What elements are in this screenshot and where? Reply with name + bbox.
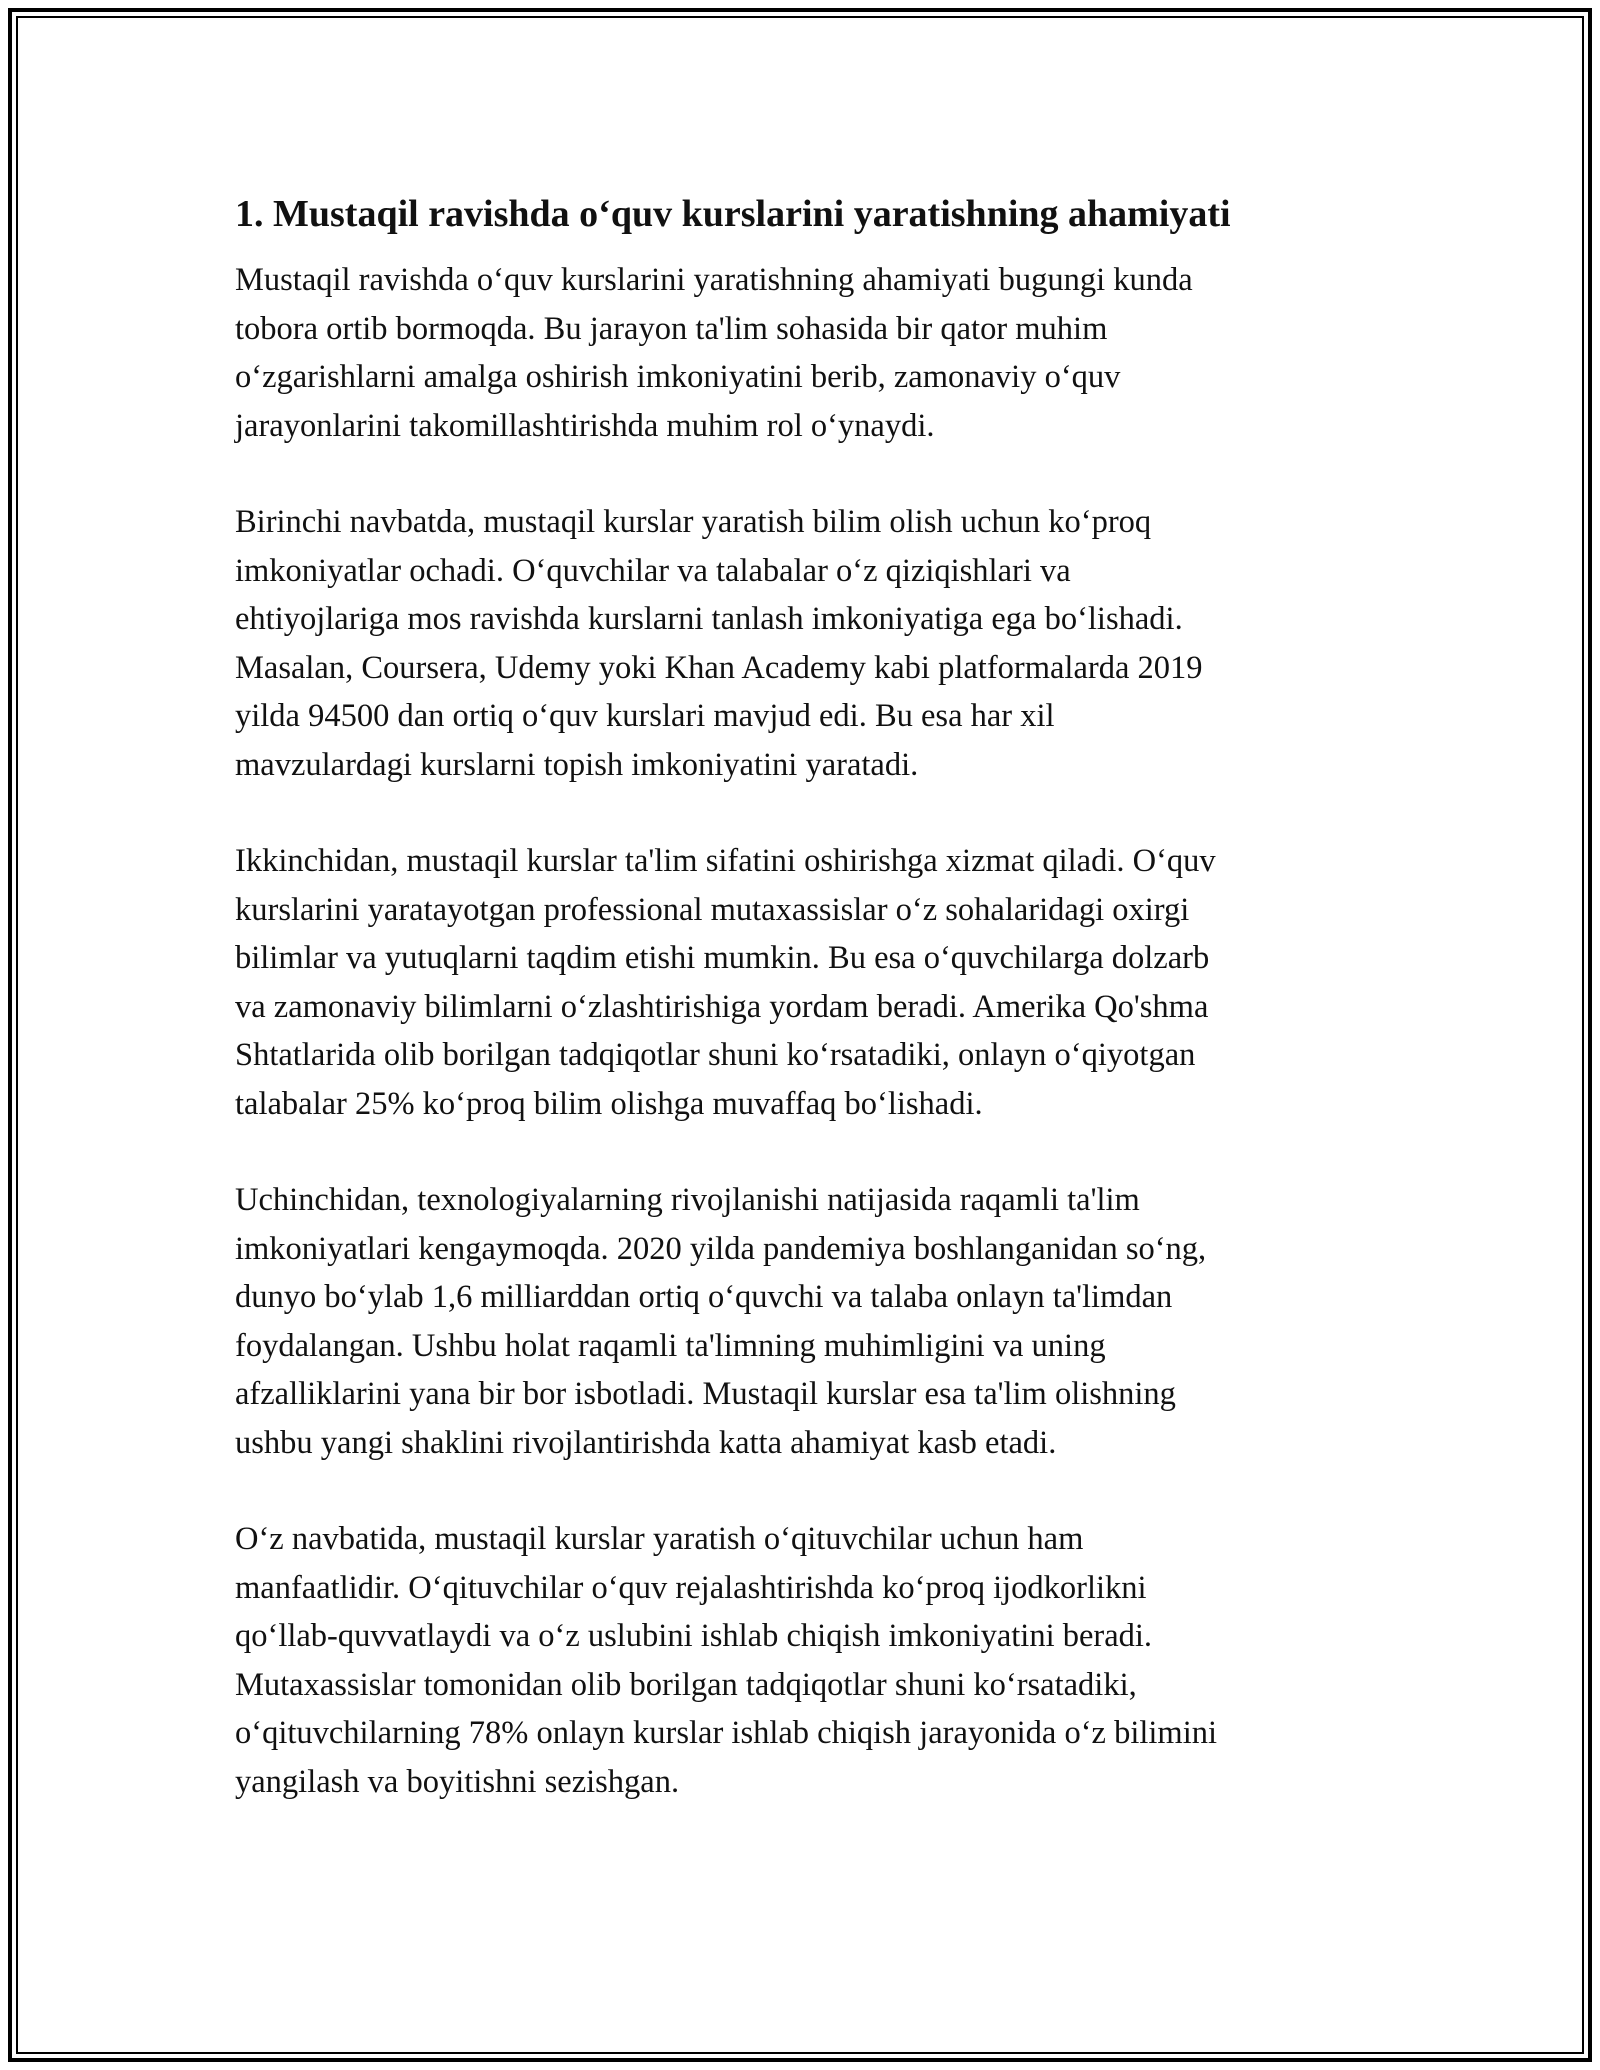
- document-body: [235, 186, 1355, 1854]
- text-line: imkoniyatlari kengaymoqda. 2020 yilda pandemiya boshlanganidan so‘ng,: [235, 1230, 1207, 1267]
- text-line: Shtatlarida olib borilgan tadqiqotlar shuni ko‘rsatadiki, onlayn o‘qiyotgan: [235, 1037, 1196, 1073]
- text-line: yangilash va boyitishni sezishgan.: [235, 1763, 680, 1800]
- paragraph-fourth: [235, 1515, 1355, 1806]
- text-line: talabalar 25% ko‘proq bilim olishga muvaffaq bo‘lishadi.: [235, 1085, 983, 1122]
- text-line: tobora ortib bormoqda. Bu jarayon ta'lim sohasida bir qator muhim: [235, 310, 1108, 347]
- text-line: O‘z navbatida, mustaqil kurslar yaratish o‘qituvchilar uchun ham: [235, 1521, 1084, 1557]
- text-line: ehtiyojlariga mos ravishda kurslarni tanlash imkoniyatiga ega bo‘lishadi.: [235, 601, 1183, 637]
- text-line: yilda 94500 dan ortiq o‘quv kurslari mavjud edi. Bu esa har xil: [235, 698, 1055, 734]
- section-heading: 1. Mustaqil ravishda o‘quv kurslarini yaratishning ahamiyati: [235, 193, 1231, 235]
- text-line: ushbu yangi shaklini rivojlantirishda katta ahamiyat kasb etadi.: [235, 1424, 1057, 1461]
- paragraph-intro: [235, 256, 1355, 450]
- text-line: bilimlar va yutuqlarni taqdim etishi mumkin. Bu esa o‘quvchilarga dolzarb: [235, 940, 1210, 976]
- text-line: Birinchi navbatda, mustaqil kurslar yaratish bilim olish uchun ko‘proq: [235, 504, 1152, 540]
- text-line: Mustaqil ravishda o‘quv kurslarini yaratishning ahamiyati bugungi kunda: [235, 262, 1193, 298]
- text-line: Masalan, Coursera, Udemy yoki Khan Academy kabi platformalarda 2019: [235, 649, 1203, 686]
- text-line: va zamonaviy bilimlarni o‘zlashtirishiga yordam beradi. Amerika Qo'shma: [235, 988, 1209, 1025]
- text-line: foydalangan. Ushbu holat raqamli ta'limning muhimligini va uning: [235, 1327, 1106, 1364]
- text-line: Mutaxassislar tomonidan olib borilgan tadqiqotlar shuni ko‘rsatadiki,: [235, 1666, 1137, 1703]
- text-line: qo‘llab-quvvatlaydi va o‘z uslubini ishlab chiqish imkoniyatini beradi.: [235, 1618, 1153, 1654]
- text-line: Uchinchidan, texnologiyalarning rivojlanishi natijasida raqamli ta'lim: [235, 1182, 1140, 1218]
- paragraph-third: [235, 1176, 1355, 1467]
- paragraph-second: [235, 837, 1355, 1128]
- text-line: imkoniyatlar ochadi. O‘quvchilar va talabalar o‘z qiziqishlari va: [235, 552, 1071, 589]
- text-line: Ikkinchidan, mustaqil kurslar ta'lim sifatini oshirishga xizmat qiladi. O‘quv: [235, 843, 1216, 879]
- text-line: dunyo bo‘ylab 1,6 milliarddan ortiq o‘quvchi va talaba onlayn ta'limdan: [235, 1279, 1173, 1315]
- text-line: afzalliklarini yana bir bor isbotladi. Mustaqil kurslar esa ta'lim olishning: [235, 1376, 1176, 1412]
- text-line: manfaatlidir. O‘qituvchilar o‘quv rejalashtirishda ko‘proq ijodkorlikni: [235, 1569, 1147, 1606]
- text-line: o‘qituvchilarning 78% onlayn kurslar ishlab chiqish jarayonida o‘z bilimini: [235, 1715, 1218, 1751]
- paragraph-first: [235, 498, 1355, 789]
- text-line: kurslarini yaratayotgan professional mutaxassislar o‘z sohalaridagi oxirgi: [235, 891, 1190, 928]
- text-line: o‘zgarishlarni amalga oshirish imkoniyatini berib, zamonaviy o‘quv: [235, 359, 1121, 395]
- text-line: jarayonlarini takomillashtirishda muhim rol o‘ynaydi.: [235, 407, 935, 444]
- text-line: mavzulardagi kurslarni topish imkoniyatini yaratadi.: [235, 746, 919, 783]
